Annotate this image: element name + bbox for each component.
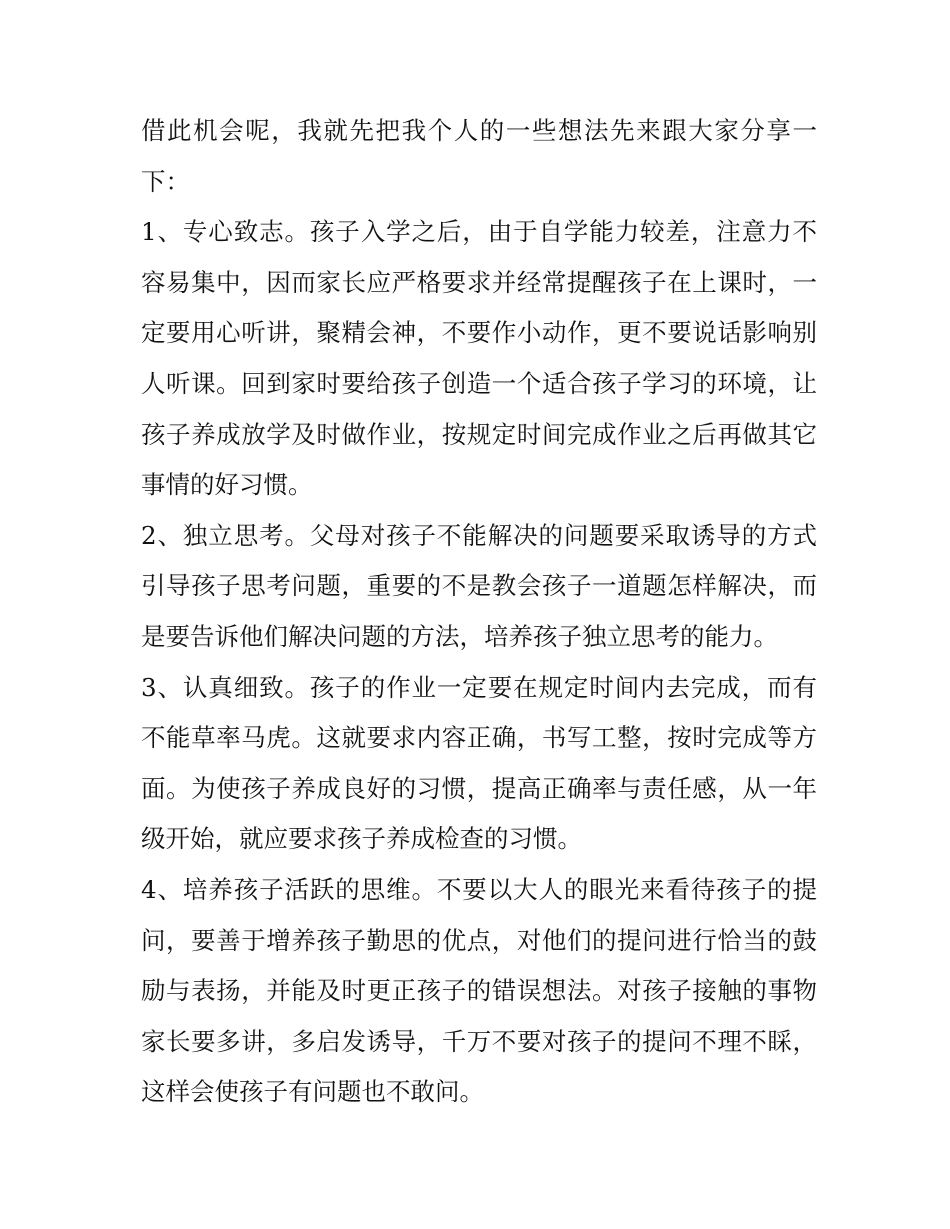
document-body xyxy=(141,106,817,1118)
paragraph-point-3: 3、认真细致。孩子的作业一定要在规定时间内去完成，而有不能草率马虎。这就要求内容正确，书写工整，按时完成等方面。为使孩子养成良好的习惯，提高正确率与责任感，从一年级开始，就应要求孩子养成检查的习惯。 xyxy=(141,672,817,854)
paragraph-point-1: 1、专心致志。孩子入学之后，由于自学能力较差，注意力不容易集中，因而家长应严格要求并经常提醒孩子在上课时，一定要用心听讲，聚精会神，不要作小动作，更不要说话影响别人听课。回到家时要给孩子创造一个适合孩子学习的环境，让孩子养成放学及时做作业，按规定时间完成作业之后再做其它事情的好习惯。 xyxy=(141,217,817,500)
paragraph-intro: 借此机会呢，我就先把我个人的一些想法先来跟大家分享一下： xyxy=(141,116,817,196)
paragraph-point-2: 2、独立思考。父母对孩子不能解决的问题要采取诱导的方式引导孩子思考问题，重要的不是教会孩子一道题怎样解决，而是要告诉他们解决问题的方法，培养孩子独立思考的能力。 xyxy=(141,520,817,651)
paragraph-point-4: 4、培养孩子活跃的思维。不要以大人的眼光来看待孩子的提问，要善于增养孩子勤思的优点，对他们的提问进行恰当的鼓励与表扬，并能及时更正孩子的错误想法。对孩子接触的事物家长要多讲，多启发诱导，千万不要对孩子的提问不理不睬，这样会使孩子有问题也不敢问。 xyxy=(141,874,817,1107)
